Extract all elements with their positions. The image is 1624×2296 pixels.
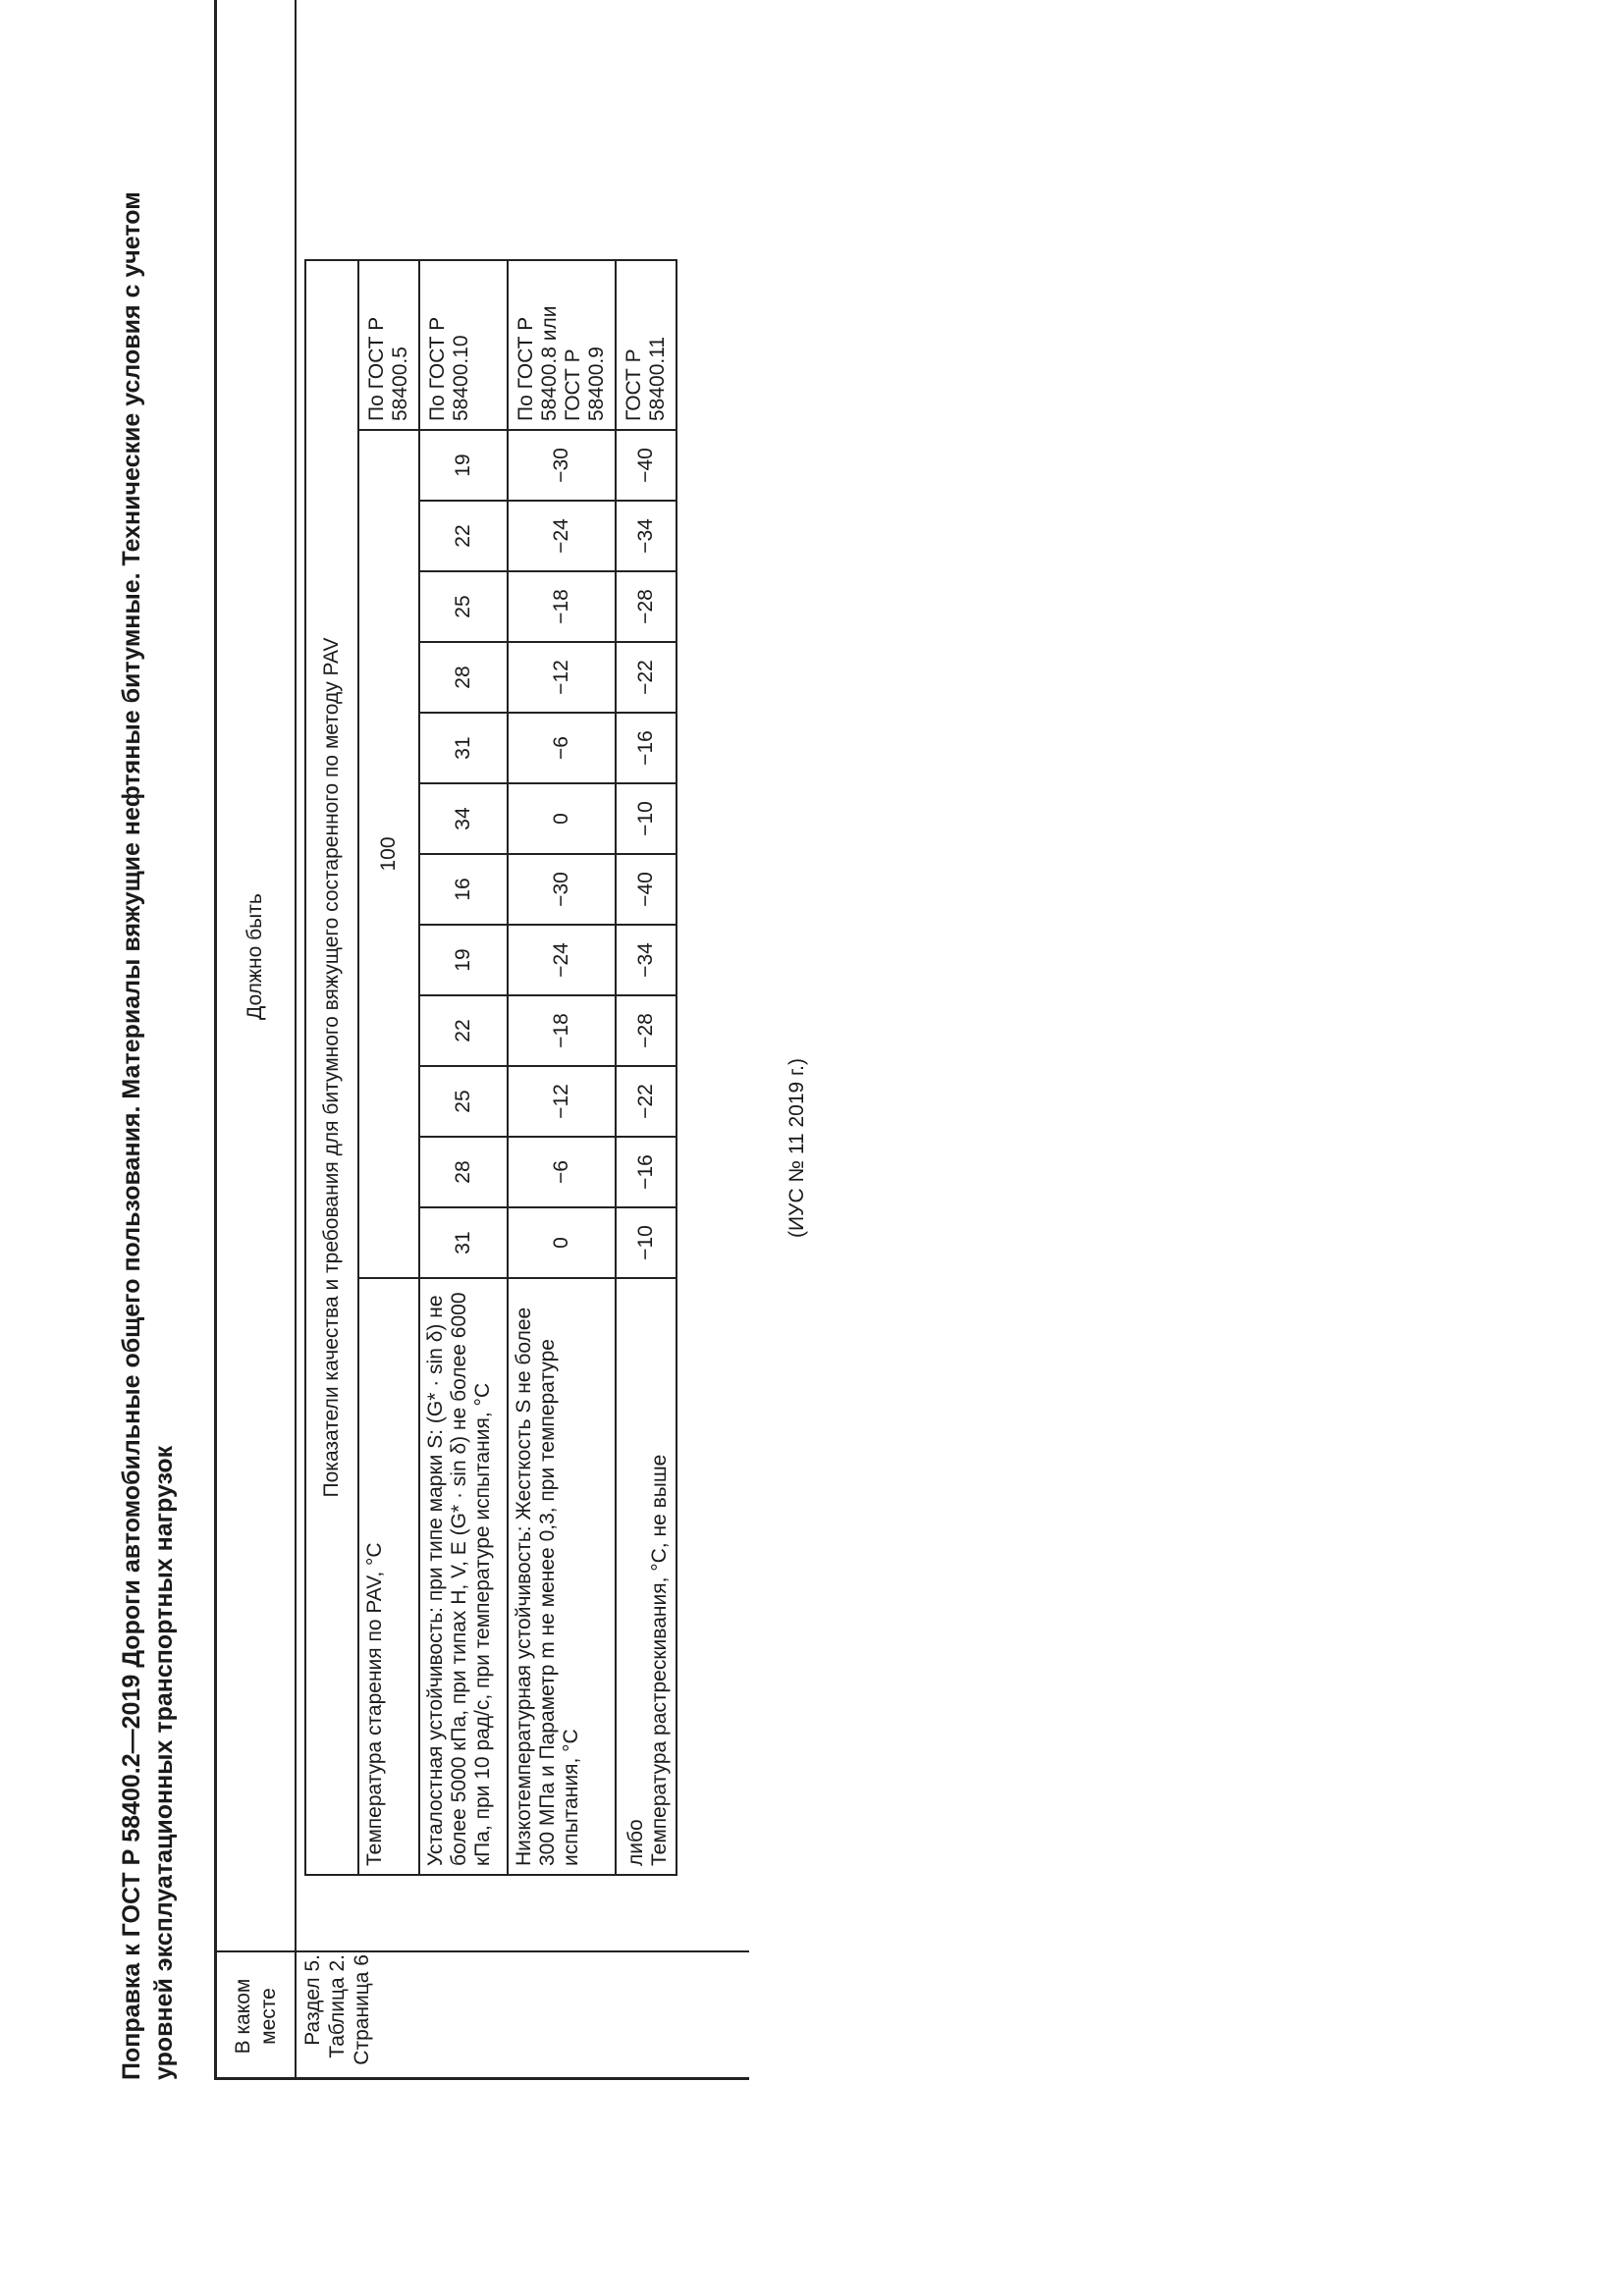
- fatigue-value: 31: [419, 1207, 508, 1278]
- fatigue-value: 28: [419, 1137, 508, 1207]
- fatigue-value: 25: [419, 571, 508, 642]
- cracking-value: −10: [616, 1207, 677, 1278]
- fatigue-value: 19: [419, 430, 508, 501]
- lowtemp-value: 0: [508, 783, 616, 854]
- table-row: [358, 260, 419, 1875]
- footer-ius: (ИУС № 11 2019 г.): [785, 1058, 808, 1238]
- fatigue-value: 22: [419, 995, 508, 1066]
- place-text: Раздел 5. Таблица 2. Страница 6: [301, 1954, 373, 2065]
- cracking-value: −16: [616, 713, 677, 783]
- fatigue-ref: По ГОСТ Р 58400.10: [419, 260, 508, 430]
- fatigue-value: 28: [419, 642, 508, 713]
- cracking-value: −28: [616, 571, 677, 642]
- cracking-value: −16: [616, 1137, 677, 1207]
- cracking-value: −10: [616, 783, 677, 854]
- cracking-value: −34: [616, 501, 677, 571]
- aging-value: 100: [358, 430, 419, 1278]
- fatigue-value: 31: [419, 713, 508, 783]
- cracking-label-prefix: либо: [624, 1819, 647, 1866]
- cracking-label: Температура растрескивания, °C, не выше: [648, 1454, 671, 1866]
- table-row: [419, 260, 508, 1875]
- lowtemp-label: Низкотемпературная устойчивость: Жесткость S не более 300 МПа и Параметр m не менее 0,3, при температуре испытания, °C: [508, 1278, 616, 1875]
- requirements-table: [304, 259, 677, 1876]
- lowtemp-value: −24: [508, 501, 616, 571]
- table-top-border: [214, 0, 217, 2080]
- fatigue-value: 22: [419, 501, 508, 571]
- cracking-label-cell: [616, 1278, 677, 1875]
- cracking-value: −22: [616, 1066, 677, 1137]
- cracking-value: −28: [616, 995, 677, 1066]
- lowtemp-value: 0: [508, 1207, 616, 1278]
- fatigue-value: 16: [419, 854, 508, 925]
- header-bottom-border: [295, 0, 297, 2080]
- document-title: Поправка к ГОСТ Р 58400.2—2019 Дороги автомобильные общего пользования. Материалы вяжущие нефтяные битумные. Технические условия с учетом уровней эксплуатационных транспортных нагрузок: [118, 191, 178, 2080]
- cracking-value: −40: [616, 854, 677, 925]
- table-caption: Показатели качества и требования для битумного вяжущего состаренного по методу PAV: [305, 260, 358, 1875]
- lowtemp-value: −30: [508, 854, 616, 925]
- lowtemp-value: −12: [508, 642, 616, 713]
- aging-label: Температура старения по PAV, °C: [358, 1278, 419, 1875]
- lowtemp-value: −30: [508, 430, 616, 501]
- cracking-value: −40: [616, 430, 677, 501]
- cracking-value: −22: [616, 642, 677, 713]
- lowtemp-value: −18: [508, 571, 616, 642]
- lowtemp-value: −6: [508, 713, 616, 783]
- fatigue-label: Усталостная устойчивость: при типе марки S: (G* · sin δ) не более 5000 кПа, при типах H, V, E (G* · sin δ) не более 6000 кПа, при 10 рад/с, при температуре испытания, °C: [419, 1278, 508, 1875]
- cracking-value: −34: [616, 925, 677, 995]
- lowtemp-ref: По ГОСТ Р 58400.8 или ГОСТ Р 58400.9: [508, 260, 616, 430]
- fatigue-value: 25: [419, 1066, 508, 1137]
- lowtemp-value: −12: [508, 1066, 616, 1137]
- header-place: В каком месте: [232, 1978, 280, 2055]
- lowtemp-value: −6: [508, 1137, 616, 1207]
- lowtemp-value: −18: [508, 995, 616, 1066]
- table-row: [508, 260, 616, 1875]
- table-row: [616, 260, 677, 1875]
- cracking-ref: ГОСТ Р 58400.11: [616, 260, 677, 430]
- fatigue-value: 34: [419, 783, 508, 854]
- aging-ref: По ГОСТ Р 58400.5: [358, 260, 419, 430]
- fatigue-value: 19: [419, 925, 508, 995]
- header-must-be: Должно быть: [244, 893, 266, 1020]
- lowtemp-value: −24: [508, 925, 616, 995]
